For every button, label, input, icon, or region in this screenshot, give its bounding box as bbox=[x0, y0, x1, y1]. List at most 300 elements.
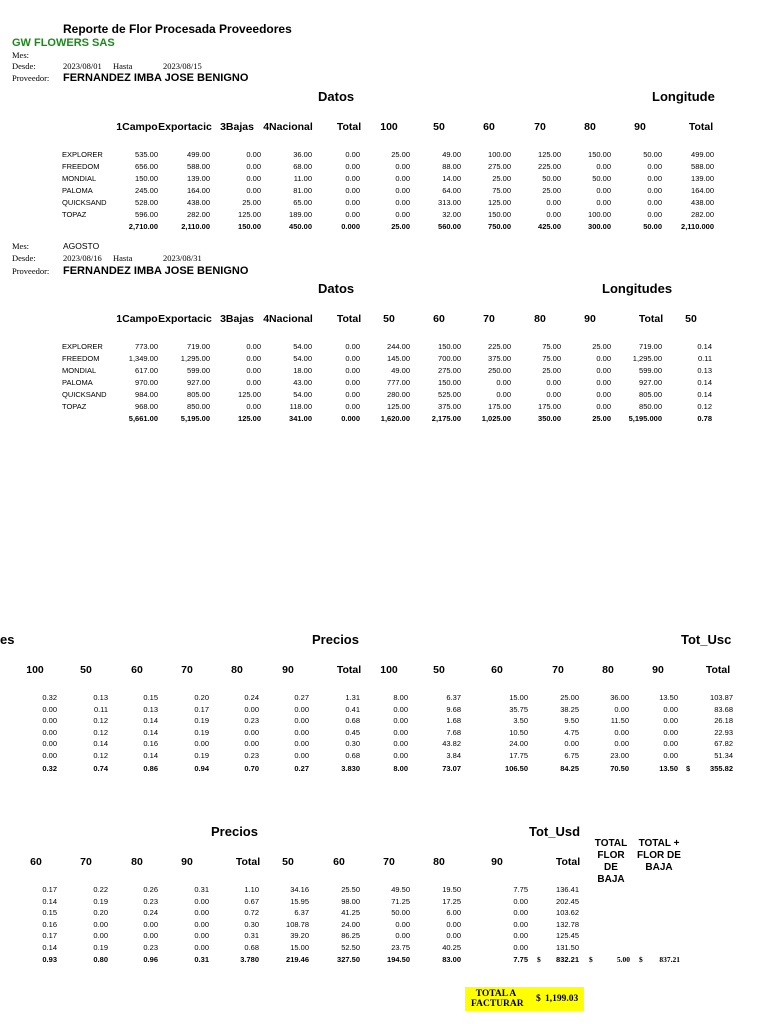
table-cell: 125.00 bbox=[488, 198, 511, 207]
table-cell: 81.00 bbox=[293, 186, 312, 195]
table-cell: 0.20 bbox=[93, 908, 108, 917]
table-cell: 0.00 bbox=[393, 727, 408, 737]
table-cell: 0.72 bbox=[244, 908, 259, 917]
table-cell: 245.00 bbox=[135, 186, 158, 195]
table-cell: 0.14 bbox=[697, 378, 712, 387]
table-cell: 0.00 bbox=[194, 908, 209, 917]
table-cell: 17.25 bbox=[442, 896, 461, 906]
table-cell: 132.78 bbox=[556, 919, 579, 929]
longitudes-partial-heading: es bbox=[0, 632, 15, 647]
total-cell: 327.50 bbox=[337, 955, 360, 964]
table-cell: 0.00 bbox=[42, 704, 57, 714]
table-cell: 0.00 bbox=[345, 186, 360, 195]
table-cell: 499.00 bbox=[187, 150, 210, 159]
table-cell: 1,295.00 bbox=[180, 354, 210, 363]
table-cell: 1.10 bbox=[244, 885, 259, 894]
table-cell: 0.00 bbox=[345, 366, 360, 375]
table-cell: 0.00 bbox=[546, 198, 561, 207]
table-cell: 0.00 bbox=[663, 716, 678, 725]
total-cell: 13.50 bbox=[659, 764, 678, 773]
total-cell: 0.93 bbox=[42, 955, 57, 964]
table-cell: 0.14 bbox=[93, 739, 108, 748]
table-cell: 7.75 bbox=[513, 885, 528, 894]
column-header: 60 bbox=[433, 313, 445, 325]
table-cell: 0.00 bbox=[614, 739, 629, 748]
row-name: TOPAZ bbox=[62, 210, 87, 219]
row-name: PALOMA bbox=[62, 378, 93, 387]
column-header: 100 bbox=[380, 664, 398, 676]
table-cell: 280.00 bbox=[387, 390, 410, 399]
table-cell: 599.00 bbox=[187, 366, 210, 375]
column-header: 90 bbox=[282, 664, 294, 676]
column-header: 3Bajas bbox=[220, 121, 254, 133]
table-cell: 0.00 bbox=[194, 942, 209, 952]
table-cell: 0.31 bbox=[194, 885, 209, 894]
table-cell: 23.00 bbox=[610, 750, 629, 760]
precios-heading: Precios bbox=[211, 824, 258, 839]
table-cell: 700.00 bbox=[438, 354, 461, 363]
column-header: 80 bbox=[433, 856, 445, 868]
table-cell: 0.30 bbox=[244, 919, 259, 929]
currency-symbol: $ bbox=[686, 764, 691, 773]
table-cell: 0.00 bbox=[345, 150, 360, 159]
table-cell: 0.67 bbox=[244, 896, 259, 906]
table-cell: 0.00 bbox=[246, 342, 261, 351]
table-cell: 0.68 bbox=[345, 750, 360, 760]
table-cell: 100.00 bbox=[588, 210, 611, 219]
total-cell: 50.00 bbox=[643, 222, 662, 231]
totusd-heading: Tot_Usd bbox=[529, 824, 581, 839]
table-cell: 75.00 bbox=[542, 354, 561, 363]
total-cell: 5,195.00 bbox=[180, 414, 210, 423]
column-header: 80 bbox=[584, 121, 596, 133]
column-header: Total bbox=[336, 313, 362, 325]
table-cell: 67.82 bbox=[714, 739, 733, 748]
table-cell: 968.00 bbox=[135, 402, 158, 411]
column-header: 70 bbox=[80, 856, 92, 868]
currency-symbol: $ bbox=[639, 955, 643, 964]
table-cell: 32.00 bbox=[442, 210, 461, 219]
table-cell: 71.25 bbox=[391, 896, 410, 906]
total-cell: 0.94 bbox=[194, 764, 209, 773]
total-flor-baja-header: TOTAL FLOR DE BAJA bbox=[594, 838, 628, 885]
total-cell: 73.07 bbox=[442, 764, 461, 773]
table-cell: 34.16 bbox=[290, 885, 309, 894]
table-cell: 275.00 bbox=[488, 162, 511, 171]
table-cell: 19.50 bbox=[442, 885, 461, 894]
table-cell: 41.25 bbox=[341, 908, 360, 917]
table-cell: 52.50 bbox=[341, 942, 360, 952]
precios-heading: Precios bbox=[312, 632, 359, 647]
total-cell: 1,620.00 bbox=[380, 414, 410, 423]
table-cell: 0.13 bbox=[143, 704, 158, 714]
row-name: PALOMA bbox=[62, 186, 93, 195]
column-header: 60 bbox=[483, 121, 495, 133]
table-cell: 596.00 bbox=[135, 210, 158, 219]
table-cell: 0.00 bbox=[596, 198, 611, 207]
proveedor-name: FERNANDEZ IMBA JOSE BENIGNO bbox=[63, 265, 249, 277]
column-header: 90 bbox=[491, 856, 503, 868]
table-cell: 719.00 bbox=[639, 342, 662, 351]
row-name: EXPLORER bbox=[62, 150, 103, 159]
total-cell: 25.00 bbox=[592, 414, 611, 423]
table-cell: 588.00 bbox=[187, 162, 210, 171]
table-cell: 225.00 bbox=[488, 342, 511, 351]
table-cell: 100.00 bbox=[488, 150, 511, 159]
table-cell: 0.00 bbox=[294, 704, 309, 714]
table-cell: 54.00 bbox=[293, 354, 312, 363]
column-header: 100 bbox=[380, 121, 398, 133]
total-cell: 7.75 bbox=[513, 955, 528, 964]
column-header: 50 bbox=[433, 121, 445, 133]
total-cell: 300.00 bbox=[588, 222, 611, 231]
table-cell: 0.13 bbox=[697, 366, 712, 375]
table-cell: 0.00 bbox=[663, 704, 678, 714]
table-cell: 0.12 bbox=[93, 727, 108, 737]
table-cell: 0.14 bbox=[42, 942, 57, 952]
longitud-heading: Longitude bbox=[652, 89, 715, 104]
table-cell: 139.00 bbox=[691, 174, 714, 183]
table-cell: 0.23 bbox=[143, 896, 158, 906]
table-cell: 0.00 bbox=[246, 378, 261, 387]
table-cell: 0.00 bbox=[393, 704, 408, 714]
table-cell: 0.00 bbox=[345, 342, 360, 351]
total-cell: 2,175.00 bbox=[431, 414, 461, 423]
table-cell: 68.00 bbox=[293, 162, 312, 171]
table-cell: 0.00 bbox=[564, 739, 579, 748]
table-cell: 0.00 bbox=[244, 704, 259, 714]
table-cell: 0.00 bbox=[294, 739, 309, 748]
total-cell: 83.00 bbox=[442, 955, 461, 964]
column-header: 50 bbox=[282, 856, 294, 868]
table-cell: 0.00 bbox=[143, 919, 158, 929]
table-cell: 75.00 bbox=[542, 342, 561, 351]
total-cell: 2,110.00 bbox=[181, 222, 210, 231]
proveedor-label: Proveedor: bbox=[12, 266, 50, 276]
column-header: 70 bbox=[383, 856, 395, 868]
proveedor-label: Proveedor: bbox=[12, 73, 50, 83]
table-cell: 0.11 bbox=[93, 704, 108, 714]
total-cell: 8.00 bbox=[393, 764, 408, 773]
table-cell: 275.00 bbox=[438, 366, 461, 375]
table-cell: 25.00 bbox=[391, 150, 410, 159]
total-cell: 350.00 bbox=[538, 414, 561, 423]
table-cell: 6.37 bbox=[446, 693, 461, 702]
column-header: Total bbox=[688, 121, 714, 133]
table-cell: 108.78 bbox=[286, 919, 309, 929]
table-cell: 0.12 bbox=[93, 750, 108, 760]
table-cell: 0.23 bbox=[143, 942, 158, 952]
total-facturar-currency: $ bbox=[536, 994, 541, 1004]
table-cell: 49.50 bbox=[391, 885, 410, 894]
table-cell: 375.00 bbox=[488, 354, 511, 363]
table-cell: 0.00 bbox=[546, 210, 561, 219]
table-cell: 0.00 bbox=[663, 727, 678, 737]
column-header: 50 bbox=[80, 664, 92, 676]
table-cell: 0.32 bbox=[42, 693, 57, 702]
table-cell: 11.00 bbox=[293, 174, 312, 183]
total-cell: 0.74 bbox=[93, 764, 108, 773]
table-cell: 850.00 bbox=[187, 402, 210, 411]
table-cell: 13.50 bbox=[659, 693, 678, 702]
table-cell: 0.00 bbox=[395, 210, 410, 219]
total-cell: 0.32 bbox=[42, 764, 57, 773]
table-cell: 4.75 bbox=[564, 727, 579, 737]
table-cell: 599.00 bbox=[639, 366, 662, 375]
table-cell: 0.00 bbox=[244, 727, 259, 737]
column-header: 50 bbox=[433, 664, 445, 676]
table-cell: 103.62 bbox=[556, 908, 579, 917]
table-cell: 25.00 bbox=[560, 693, 579, 702]
table-cell: 0.00 bbox=[246, 186, 261, 195]
table-cell: 525.00 bbox=[438, 390, 461, 399]
table-cell: 0.14 bbox=[143, 750, 158, 760]
column-header: 3Bajas bbox=[220, 313, 254, 325]
table-cell: 35.75 bbox=[509, 704, 528, 714]
table-cell: 0.14 bbox=[42, 896, 57, 906]
table-cell: 0.30 bbox=[345, 739, 360, 748]
total-cell: 70.50 bbox=[610, 764, 629, 773]
table-cell: 0.14 bbox=[143, 716, 158, 725]
column-header: 50 bbox=[383, 313, 395, 325]
table-cell: 927.00 bbox=[187, 378, 210, 387]
table-cell: 0.00 bbox=[496, 378, 511, 387]
table-cell: 10.50 bbox=[509, 727, 528, 737]
total-cell: 0.86 bbox=[143, 764, 158, 773]
table-cell: 970.00 bbox=[135, 378, 158, 387]
table-cell: 15.00 bbox=[290, 942, 309, 952]
table-cell: 0.00 bbox=[345, 378, 360, 387]
table-cell: 118.00 bbox=[289, 402, 312, 411]
table-cell: 0.00 bbox=[143, 931, 158, 940]
row-name: TOPAZ bbox=[62, 402, 87, 411]
table-cell: 18.00 bbox=[293, 366, 312, 375]
table-cell: 0.15 bbox=[143, 693, 158, 702]
table-cell: 164.00 bbox=[691, 186, 714, 195]
table-cell: 984.00 bbox=[135, 390, 158, 399]
table-cell: 0.00 bbox=[496, 390, 511, 399]
table-cell: 0.00 bbox=[345, 402, 360, 411]
company-name: GW FLOWERS SAS bbox=[12, 37, 115, 49]
total-cell: 0.31 bbox=[194, 955, 209, 964]
table-cell: 0.00 bbox=[93, 931, 108, 940]
total-cell: 425.00 bbox=[538, 222, 561, 231]
table-cell: 0.19 bbox=[194, 727, 209, 737]
table-cell: 617.00 bbox=[135, 366, 158, 375]
longitud-heading: Longitudes bbox=[602, 281, 673, 296]
hasta-label: Hasta bbox=[113, 61, 133, 71]
mes-label: Mes: bbox=[12, 241, 29, 251]
column-header: 70 bbox=[534, 121, 546, 133]
total-cell: 5,661.00 bbox=[128, 414, 158, 423]
table-cell: 0.00 bbox=[246, 174, 261, 183]
table-cell: 50.00 bbox=[592, 174, 611, 183]
column-header: 80 bbox=[131, 856, 143, 868]
table-cell: 150.00 bbox=[588, 150, 611, 159]
table-cell: 43.82 bbox=[442, 739, 461, 748]
table-cell: 0.23 bbox=[244, 716, 259, 725]
table-cell: 0.00 bbox=[513, 919, 528, 929]
table-cell: 6.37 bbox=[294, 908, 309, 917]
table-cell: 0.12 bbox=[697, 402, 712, 411]
table-cell: 0.00 bbox=[546, 378, 561, 387]
column-header: 60 bbox=[30, 856, 42, 868]
total-cell: 341.00 bbox=[289, 414, 312, 423]
table-cell: 438.00 bbox=[187, 198, 210, 207]
table-cell: 0.00 bbox=[393, 739, 408, 748]
total-cell: 0.80 bbox=[93, 955, 108, 964]
table-cell: 125.45 bbox=[556, 931, 579, 940]
table-cell: 25.00 bbox=[592, 342, 611, 351]
column-header: 90 bbox=[634, 121, 646, 133]
column-header: Total bbox=[336, 664, 362, 676]
column-header: 90 bbox=[584, 313, 596, 325]
total-cell: 3.780 bbox=[240, 955, 259, 964]
column-header: 90 bbox=[652, 664, 664, 676]
table-cell: 125.00 bbox=[538, 150, 561, 159]
table-cell: 0.00 bbox=[513, 896, 528, 906]
table-cell: 49.00 bbox=[442, 150, 461, 159]
totusd-heading: Tot_Usc bbox=[681, 632, 732, 647]
table-cell: 282.00 bbox=[691, 210, 714, 219]
total-facturar-box bbox=[465, 987, 584, 1011]
table-cell: 86.25 bbox=[341, 931, 360, 940]
table-cell: 0.00 bbox=[395, 186, 410, 195]
table-cell: 25.00 bbox=[242, 198, 261, 207]
currency-symbol: $ bbox=[589, 955, 593, 964]
total-facturar-value: 1,199.03 bbox=[545, 994, 579, 1004]
row-name: QUICKSAND bbox=[62, 198, 107, 207]
table-cell: 0.00 bbox=[596, 402, 611, 411]
table-cell: 0.00 bbox=[663, 739, 678, 748]
table-cell: 0.00 bbox=[393, 716, 408, 725]
table-cell: 11.50 bbox=[610, 716, 629, 725]
table-cell: 438.00 bbox=[691, 198, 714, 207]
row-name: FREEDOM bbox=[62, 354, 100, 363]
table-cell: 1,295.00 bbox=[632, 354, 662, 363]
table-cell: 0.00 bbox=[546, 390, 561, 399]
table-cell: 0.19 bbox=[194, 750, 209, 760]
table-cell: 64.00 bbox=[442, 186, 461, 195]
table-cell: 50.00 bbox=[391, 908, 410, 917]
table-cell: 0.00 bbox=[647, 162, 662, 171]
table-cell: 773.00 bbox=[135, 342, 158, 351]
column-header: 60 bbox=[491, 664, 503, 676]
desde-label: Desde: bbox=[12, 253, 36, 263]
table-cell: 0.00 bbox=[294, 716, 309, 725]
total-cell: 355.82 bbox=[710, 764, 733, 773]
table-cell: 0.00 bbox=[246, 402, 261, 411]
table-cell: 9.50 bbox=[564, 716, 579, 725]
table-cell: 17.75 bbox=[509, 750, 528, 760]
table-cell: 0.20 bbox=[194, 693, 209, 702]
table-cell: 528.00 bbox=[135, 198, 158, 207]
table-cell: 0.00 bbox=[647, 186, 662, 195]
grand-plus-total: 837.21 bbox=[659, 955, 680, 964]
table-cell: 777.00 bbox=[387, 378, 410, 387]
table-cell: 88.00 bbox=[442, 162, 461, 171]
table-cell: 202.45 bbox=[556, 896, 579, 906]
table-cell: 0.00 bbox=[647, 174, 662, 183]
table-cell: 83.68 bbox=[714, 704, 733, 714]
total-cell: 1,025.00 bbox=[481, 414, 511, 423]
table-cell: 0.27 bbox=[294, 693, 309, 702]
row-name: FREEDOM bbox=[62, 162, 100, 171]
table-cell: 175.00 bbox=[538, 402, 561, 411]
table-cell: 7.68 bbox=[446, 727, 461, 737]
column-header: Total bbox=[235, 856, 261, 868]
table-cell: 125.00 bbox=[238, 390, 261, 399]
table-cell: 150.00 bbox=[438, 378, 461, 387]
total-cell: 2,110.000 bbox=[681, 222, 714, 231]
currency-symbol: $ bbox=[537, 955, 541, 964]
table-cell: 0.68 bbox=[345, 716, 360, 725]
table-cell: 0.41 bbox=[345, 704, 360, 714]
table-cell: 588.00 bbox=[691, 162, 714, 171]
report-title: Reporte de Flor Procesada Proveedores bbox=[63, 22, 292, 36]
table-cell: 0.19 bbox=[194, 716, 209, 725]
table-cell: 0.19 bbox=[93, 942, 108, 952]
table-cell: 805.00 bbox=[639, 390, 662, 399]
column-header: 60 bbox=[131, 664, 143, 676]
table-cell: 8.00 bbox=[393, 693, 408, 702]
table-cell: 0.16 bbox=[42, 919, 57, 929]
table-cell: 0.00 bbox=[393, 750, 408, 760]
table-cell: 26.18 bbox=[714, 716, 733, 725]
column-header: 70 bbox=[181, 664, 193, 676]
table-cell: 250.00 bbox=[488, 366, 511, 375]
table-cell: 0.00 bbox=[395, 162, 410, 171]
table-cell: 0.00 bbox=[246, 354, 261, 363]
table-cell: 6.75 bbox=[564, 750, 579, 760]
table-cell: 0.00 bbox=[294, 727, 309, 737]
table-cell: 0.00 bbox=[42, 716, 57, 725]
table-cell: 0.00 bbox=[647, 198, 662, 207]
column-header: Exportacic bbox=[158, 313, 212, 325]
table-cell: 43.00 bbox=[293, 378, 312, 387]
proveedor-name: FERNANDEZ IMBA JOSE BENIGNO bbox=[63, 72, 249, 84]
table-cell: 0.00 bbox=[614, 704, 629, 714]
table-cell: 0.00 bbox=[345, 354, 360, 363]
table-cell: 0.00 bbox=[614, 727, 629, 737]
column-header: 60 bbox=[333, 856, 345, 868]
total-cell: 194.50 bbox=[387, 955, 410, 964]
table-cell: 0.00 bbox=[345, 174, 360, 183]
flor-baja-total: 5.00 bbox=[616, 955, 630, 964]
table-cell: 0.00 bbox=[194, 739, 209, 748]
table-cell: 36.00 bbox=[293, 150, 312, 159]
datos-heading: Datos bbox=[318, 89, 355, 104]
hasta-value: 2023/08/15 bbox=[163, 61, 202, 71]
table-cell: 50.00 bbox=[643, 150, 662, 159]
row-name: EXPLORER bbox=[62, 342, 103, 351]
column-header: 70 bbox=[483, 313, 495, 325]
table-cell: 0.00 bbox=[294, 750, 309, 760]
column-header: 50 bbox=[685, 313, 697, 325]
table-cell: 150.00 bbox=[488, 210, 511, 219]
table-cell: 0.00 bbox=[446, 919, 461, 929]
table-cell: 535.00 bbox=[135, 150, 158, 159]
table-cell: 125.00 bbox=[387, 402, 410, 411]
table-cell: 25.50 bbox=[341, 885, 360, 894]
datos-heading: Datos bbox=[318, 281, 355, 296]
table-cell: 1.31 bbox=[345, 693, 360, 702]
table-cell: 125.00 bbox=[238, 210, 261, 219]
desde-value: 2023/08/01 bbox=[63, 61, 102, 71]
total-cell: 3.830 bbox=[341, 764, 360, 773]
table-cell: 0.00 bbox=[345, 162, 360, 171]
table-cell: 0.00 bbox=[345, 390, 360, 399]
